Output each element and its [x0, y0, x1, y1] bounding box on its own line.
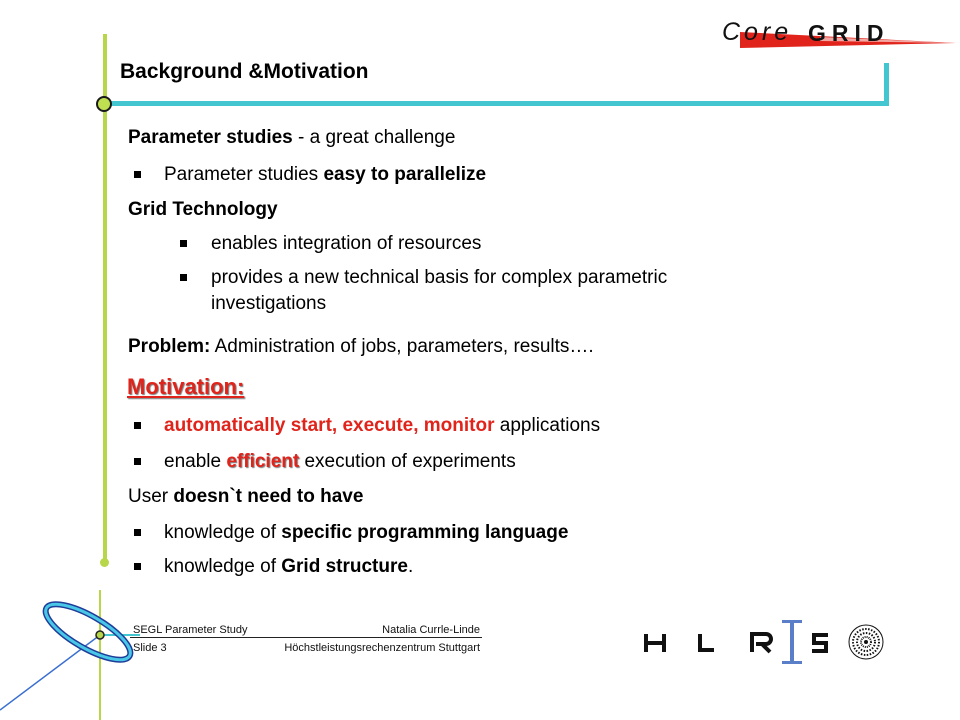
bullet-grid-pre: knowledge of	[164, 556, 282, 577]
bullet-efficient-red: efficient	[226, 451, 300, 472]
frame-vertical-line	[103, 34, 107, 564]
frame-right-tick	[884, 63, 889, 106]
bullet-square-icon	[134, 529, 141, 536]
bullet-grid-end: .	[407, 556, 414, 577]
footer-slide-number: Slide 3	[133, 642, 167, 654]
problem-text: Administration of jobs, parameters, results….	[210, 336, 594, 357]
grid-technology-heading: Grid Technology	[128, 199, 278, 220]
bullet-grid-bold: Grid structure	[281, 556, 408, 577]
hlrs-logo	[640, 618, 890, 666]
bullet-square-icon	[180, 274, 187, 281]
bullet-efficient-pre: enable	[164, 451, 227, 472]
orbit-logo	[0, 590, 140, 720]
bullet-grid-structure	[164, 556, 413, 578]
bullet-square-icon	[134, 458, 141, 465]
bullet-programming-language	[164, 522, 568, 544]
motivation-heading: Motivation:	[127, 374, 245, 399]
bullet-programming-pre: knowledge of	[164, 522, 282, 543]
bullet-automatically-rest: applications	[494, 415, 601, 436]
problem-label: Problem:	[128, 336, 211, 357]
parameter-studies-heading	[128, 127, 455, 149]
bullet-parallelize	[164, 164, 486, 186]
frame-horizontal-line	[106, 101, 888, 106]
logo-core-text: Core	[722, 18, 793, 46]
bullet-square-icon	[134, 171, 141, 178]
footer-author: Natalia Currle-Linde	[382, 624, 480, 636]
bullet-parallelize-bold: easy to parallelize	[323, 164, 487, 185]
footer-rule	[130, 637, 482, 638]
coregrid-logo	[700, 10, 958, 54]
frame-bottom-dot	[100, 558, 109, 567]
user-pre: User	[128, 486, 174, 507]
footer-institution: Höchstleistungsrechenzentrum Stuttgart	[284, 642, 480, 654]
frame-corner-dot	[96, 96, 112, 112]
bullet-efficient-rest: execution of experiments	[299, 451, 516, 472]
parameter-studies-bold: Parameter studies	[128, 127, 293, 148]
user-requirements	[128, 486, 363, 508]
bullet-technical-basis-line2: investigations	[211, 293, 327, 314]
bullet-integration: enables integration of resources	[211, 233, 482, 254]
bullet-automatically-red: automatically start, execute, monitor	[164, 415, 495, 436]
bullet-square-icon	[134, 563, 141, 570]
bullet-programming-bold: specific programming language	[281, 522, 569, 543]
footer-presentation-title: SEGL Parameter Study	[133, 624, 248, 636]
user-bold: doesn`t need to have	[173, 486, 364, 507]
bullet-automatically	[164, 415, 600, 437]
logo-grid-text: GRID	[808, 20, 890, 46]
bullet-technical-basis-line1: provides a new technical basis for complex parametric	[211, 267, 668, 288]
parameter-studies-rest: - a great challenge	[292, 127, 456, 148]
problem-statement	[128, 336, 594, 358]
slide-title: Background &Motivation	[120, 60, 369, 83]
bullet-square-icon	[180, 240, 187, 247]
bullet-parallelize-text: Parameter studies	[164, 164, 324, 185]
bullet-efficient	[164, 451, 516, 473]
bullet-square-icon	[134, 422, 141, 429]
